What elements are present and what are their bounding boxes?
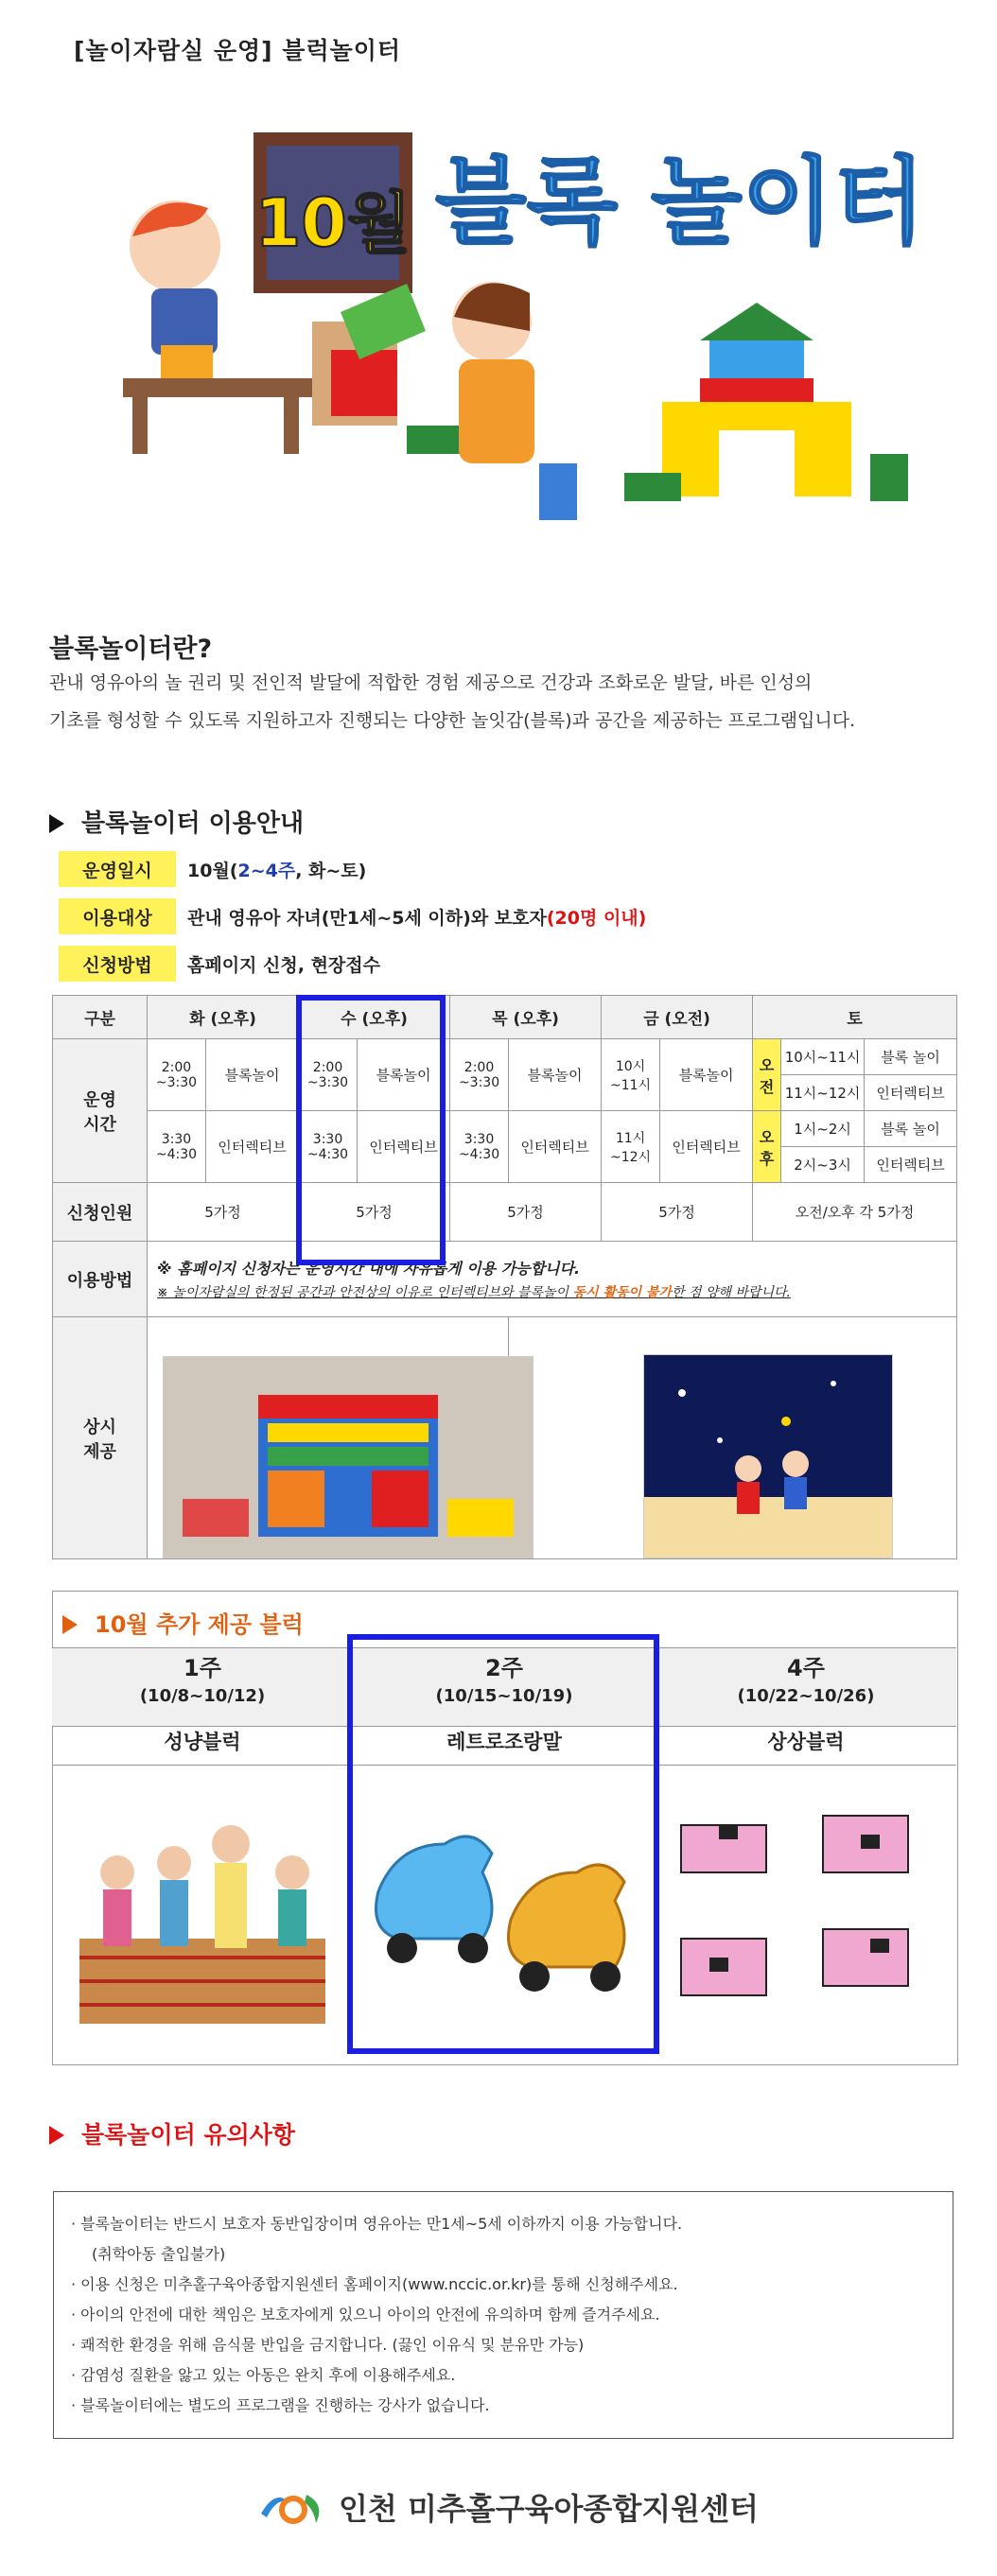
week-2: 2주 (10/15~10/19) 레트로조랑말	[435, 1655, 573, 1753]
about-heading: 블록놀이터란?	[49, 635, 213, 664]
notice-item: · 블록놀이터에는 별도의 프로그램을 진행하는 강사가 없습니다.	[71, 2396, 490, 2414]
bench	[123, 378, 312, 397]
guide-heading: 블록놀이터 이용안내	[49, 804, 304, 839]
wednesday-highlight-frame	[296, 995, 446, 1265]
info-row-target: 이용대상 관내 영유아 자녀(만1세~5세 이하)와 보호자 (20명 이내)	[59, 898, 646, 934]
hero-illustration	[95, 104, 946, 615]
red-block	[331, 350, 397, 416]
notice-box	[53, 2191, 953, 2439]
week2-highlight-frame	[347, 1634, 659, 2054]
interactive-photo	[643, 1354, 893, 1558]
notice-item: · 쾌적한 환경을 위해 음식물 반입을 금지합니다. (끓인 이유식 및 분유만 가능)	[71, 2336, 585, 2354]
hero-month: 10월	[254, 184, 411, 262]
match-block-photo	[61, 1797, 344, 2033]
hero-title: 블록 놀이터	[435, 147, 925, 257]
week-1: 1주 (10/8~10/12) 성냥블럭	[139, 1655, 266, 1753]
triangle-icon	[49, 2126, 64, 2145]
imagination-block-photo	[662, 1797, 946, 2024]
about-line-2: 기초를 형성할 수 있도록 지원하고자 진행되는 다양한 놀잇감(블록)과 공간을 제공하는 프로그램입니다.	[49, 710, 856, 731]
extra-heading: 10월 추가 제공 블럭	[62, 1606, 304, 1639]
notice-item: · 블록놀이터는 반드시 보호자 동반입장이며 영유아는 만1세~5세 이하까지 이용 가능합니다.	[71, 2215, 683, 2233]
notice-item: · 아이의 안전에 대한 책임은 보호자에게 있으니 아이의 안전에 유의하며 함께 즐겨주세요.	[71, 2306, 660, 2324]
triangle-icon	[62, 1615, 78, 1634]
page-title: [놀이자람실 운영] 블럭놀이터	[74, 37, 402, 64]
info-row-date: 운영일시 10월( 2~4주 , 화~토)	[59, 851, 366, 887]
schedule-table: 구분 화 (오후) 수 (오후) 목 (오후) 금 (오전) 토 운영 시간 2:00 ~3:30 블록놀이 2:00 ~3:30 블록놀이 2:00 ~3:30 블록놀이 10시 ~11시 블록놀이 오전 10시~11시 블록 놀이 11시~12시 인터렉티브 3:30 ~4:30 인터렉티브 3:30 ~4:30 인터렉티브 3:30 ~4:30 인터렉티브 11시 ~12시 인터렉티브 오후 1시~2시 블록 놀이 2시~3시 인터렉티브 신청인원 5가정 5가정 5가정 5가정 오전/오후 각 5가정 이용방법 ※ 홈페이지 신청자는 운영시간 내에 자유롭게 이용 가능합니다. ※ 놀이자람실의 한정된 공간과 안전상의 이유로 인터렉티브와 블록놀이 동시 활동이 불가한 점 양해 바랍니다. 상시 제공	[52, 995, 957, 1559]
info-row-apply: 신청방법 홈페이지 신청, 현장접수	[59, 946, 380, 982]
footer-logo	[257, 2485, 759, 2529]
week-4: 4주 (10/22~10/26) 상상블럭	[737, 1655, 875, 1753]
footer-org-name: 인천 미추홀구육아종합지원센터	[339, 2491, 759, 2527]
org-logo-icon	[257, 2485, 327, 2529]
triangle-icon	[49, 814, 64, 833]
notice-item: · 감염성 질환을 앓고 있는 아동은 완치 후에 이용해주세요.	[71, 2366, 456, 2384]
giant-block-photo	[163, 1356, 533, 1558]
about-line-1: 관내 영유아의 놀 권리 및 전인적 발달에 적합한 경험 제공으로 건강과 조화로운 발달, 바른 인성의	[49, 672, 813, 693]
castle-roof	[700, 303, 813, 340]
notice-item: (취학아동 출입불가)	[92, 2245, 226, 2263]
notice-item: · 이용 신청은 미추홀구육아종합지원센터 홈페이지(www.nccic.or.kr)를 통해 신청해주세요.	[71, 2275, 678, 2293]
notice-heading: 블록놀이터 유의사항	[49, 2116, 295, 2150]
